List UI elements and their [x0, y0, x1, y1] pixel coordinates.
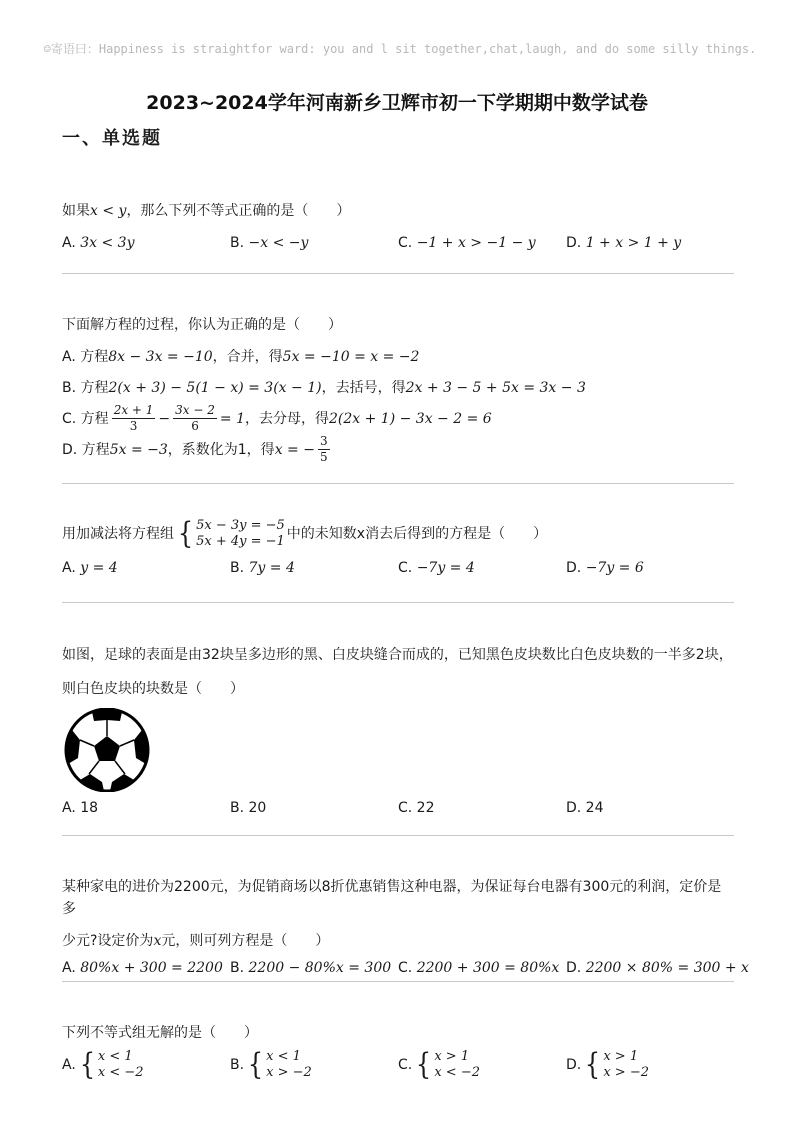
option-b[interactable] — [230, 235, 308, 251]
option-c[interactable]: C. 22 — [398, 800, 435, 816]
question-2-stem: 下面解方程的过程，你认为正确的是（ ） — [62, 317, 342, 333]
option-a[interactable] — [62, 1049, 146, 1081]
option-b[interactable] — [230, 1049, 314, 1081]
question-1 — [62, 201, 734, 257]
option-label: C. — [398, 560, 413, 576]
brace-icon: { — [416, 1047, 432, 1082]
option-a[interactable] — [62, 560, 118, 576]
option-label: D. — [566, 235, 582, 251]
divider — [62, 273, 734, 274]
stem-text: 中的未知数x消去后得到的方程是（ ） — [286, 526, 548, 542]
divider — [62, 981, 734, 982]
option-d[interactable]: D. 24 — [566, 800, 604, 816]
option-math: 8x − 3x = −10 — [108, 348, 213, 365]
option-text: A. 方程 — [62, 348, 109, 365]
option-text: C. 方程 — [62, 410, 109, 427]
option-text: ，去括号，得 — [321, 379, 406, 396]
option-label: C. — [398, 235, 413, 251]
option-math: −7y = 4 — [416, 560, 475, 576]
inequality-system — [583, 1049, 649, 1081]
option-label: D. — [566, 560, 582, 576]
question-3 — [62, 518, 734, 582]
brace-icon: { — [247, 1047, 264, 1082]
inequality: x < −2 — [97, 1065, 144, 1080]
option-d[interactable] — [566, 560, 644, 576]
question-5-stem — [62, 876, 734, 952]
question-2 — [62, 315, 734, 465]
option-label: B. — [230, 560, 245, 576]
option-math: 2(x + 3) − 5(1 − x) = 3(x − 1) — [108, 379, 322, 396]
option-a[interactable] — [62, 960, 223, 976]
stem-math: x — [153, 933, 162, 949]
option-label: D. — [566, 1057, 582, 1073]
option-math: 2x + 3 − 5 + 5x = 3x − 3 — [405, 379, 586, 396]
option-label: C. — [398, 1057, 413, 1073]
option-math: − — [158, 410, 171, 427]
option-math: 1 + x > 1 + y — [585, 235, 682, 251]
equation: 5x + 4y = −1 — [196, 534, 285, 549]
soccer-ball-icon — [62, 708, 152, 792]
stem-text: 如图，足球的表面是由32块呈多边形的黑、白皮块缝合而成的，已知黑色皮块数比白色皮块数的一半多2块， — [62, 647, 733, 663]
option-a[interactable]: A. 18 — [62, 800, 99, 816]
option-d[interactable] — [566, 960, 749, 976]
question-6 — [62, 1023, 734, 1089]
stem-text: 某种家电的进价为2200元，为促销商场以8折优惠销售这种电器，为保证每台电器有300元的利润，定价是多 — [62, 879, 722, 917]
question-1-stem — [62, 201, 734, 221]
option-d[interactable] — [566, 1049, 651, 1081]
denominator: 6 — [191, 419, 199, 433]
equation-system — [176, 518, 285, 550]
inequality: x < −2 — [434, 1065, 480, 1080]
brace-icon: { — [177, 516, 194, 551]
option-a[interactable] — [62, 235, 134, 251]
option-d[interactable] — [62, 434, 734, 465]
numerator: 3x − 2 — [175, 403, 215, 417]
option-c[interactable] — [398, 235, 536, 251]
stem-text: 元，则可列方程是（ ） — [161, 933, 330, 949]
option-math: = 1 — [219, 410, 245, 427]
motto-text: ☺寄语曰：Happiness is straightfor ward: you and l sit together,chat,laugh, and do some silly things. — [43, 42, 757, 56]
stem-text: 则白色皮块的块数是（ ） — [62, 681, 244, 697]
option-b[interactable] — [230, 960, 391, 976]
option-label: B. — [230, 1057, 245, 1073]
option-math: 2(2x + 1) − 3x − 2 = 6 — [328, 410, 492, 427]
option-text: B. 方程 — [62, 379, 109, 396]
inequality: x > −2 — [266, 1065, 312, 1080]
fraction — [112, 403, 156, 434]
inequality: x > 1 — [603, 1049, 639, 1064]
section-heading: 一、单选题 — [62, 128, 162, 149]
option-math: 80%x + 300 = 2200 — [80, 960, 223, 976]
divider — [62, 483, 734, 484]
option-label: B. — [230, 235, 245, 251]
equation: 5x − 3y = −5 — [196, 518, 285, 533]
option-math: −x < −y — [248, 235, 309, 251]
brace-icon: { — [585, 1047, 601, 1082]
option-b[interactable] — [230, 560, 295, 576]
page-title: 2023~2024学年河南新乡卫辉市初一下学期期中数学试卷 — [146, 92, 648, 114]
stem-text: 用加减法将方程组 — [62, 526, 174, 542]
option-label: C. — [398, 960, 413, 976]
brace-icon: { — [79, 1047, 95, 1082]
option-b[interactable] — [62, 372, 734, 403]
stem-math: x < y — [90, 203, 127, 219]
inequality: x > −2 — [603, 1065, 649, 1080]
denominator: 5 — [319, 450, 328, 464]
option-label: A. — [62, 560, 76, 576]
option-math: 2200 − 80%x = 300 — [248, 960, 392, 976]
question-4 — [62, 644, 734, 822]
question-4-stem — [62, 644, 734, 700]
stem-text: ，那么下列不等式正确的是（ ） — [126, 203, 351, 219]
option-label: D. — [566, 960, 582, 976]
option-math: y = 4 — [80, 560, 118, 576]
option-text: D. 方程 — [62, 441, 110, 458]
option-math: 5x = −10 = x = −2 — [282, 348, 420, 365]
option-text: ，系数化为1，得 — [167, 441, 275, 458]
option-label: A. — [62, 960, 76, 976]
denominator: 3 — [129, 419, 138, 433]
option-math: −1 + x > −1 − y — [416, 235, 536, 251]
option-label: B. — [230, 960, 245, 976]
option-label: A. — [62, 1057, 76, 1073]
inequality-system — [78, 1049, 144, 1081]
inequality-system — [414, 1049, 480, 1081]
option-math: x = − — [274, 441, 315, 458]
inequality: x < 1 — [97, 1049, 133, 1064]
numerator: 2x + 1 — [113, 403, 154, 417]
option-c[interactable] — [398, 1049, 482, 1081]
question-3-stem — [62, 518, 734, 550]
option-label: A. — [62, 235, 76, 251]
option-b[interactable]: B. 20 — [230, 800, 267, 816]
option-c[interactable] — [398, 560, 475, 576]
option-text: ，去分母，得 — [244, 410, 329, 427]
fraction — [318, 434, 330, 465]
inequality: x < 1 — [266, 1049, 301, 1064]
stem-text: 少元?设定价为 — [62, 933, 154, 949]
numerator: 3 — [319, 434, 328, 448]
option-math: 2200 × 80% = 300 + x — [585, 960, 749, 976]
inequality: x > 1 — [434, 1049, 470, 1064]
option-a[interactable] — [62, 341, 734, 372]
question-6-stem: 下列不等式组无解的是（ ） — [62, 1025, 258, 1041]
option-math: −7y = 6 — [585, 560, 644, 576]
option-math: 5x = −3 — [109, 441, 168, 458]
option-text: ，合并，得 — [212, 348, 283, 365]
option-c[interactable] — [398, 960, 559, 976]
fraction — [173, 403, 217, 434]
stem-text: 如果 — [62, 203, 90, 219]
option-d[interactable] — [566, 235, 681, 251]
option-math: 7y = 4 — [248, 560, 295, 576]
inequality-system — [246, 1049, 312, 1081]
question-5 — [62, 876, 749, 982]
option-c[interactable] — [62, 403, 734, 434]
divider — [62, 835, 734, 836]
option-math: 3x < 3y — [80, 235, 135, 251]
divider — [62, 602, 734, 603]
option-math: 2200 + 300 = 80%x — [416, 960, 560, 976]
